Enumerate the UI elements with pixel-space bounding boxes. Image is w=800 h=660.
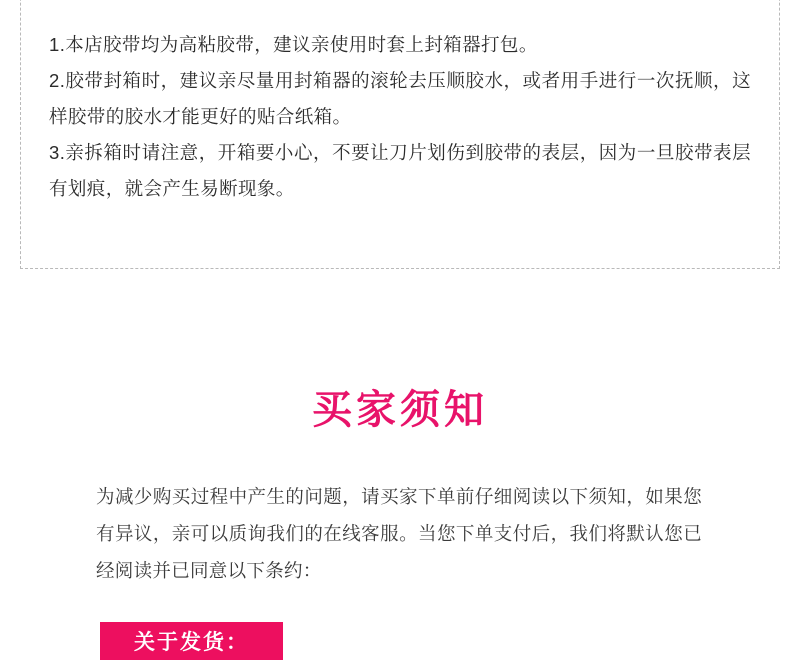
buyer-notice-paragraph: 为减少购买过程中产生的问题，请买家下单前仔细阅读以下须知，如果您有异议，亲可以质询我们的在线客服。当您下单支付后，我们将默认您已经阅读并已同意以下条约： (96, 486, 702, 581)
tips-title (49, 0, 751, 5)
tips-item: 3.亲拆箱时请注意，开箱要小心，不要让刀片划伤到胶带的表层，因为一旦胶带表层有划痕，就会产生易断现象。 (49, 142, 751, 199)
shipping-section-tag: 关于发货： (100, 622, 283, 660)
tips-dashed-box (20, 0, 780, 269)
buyer-notice-heading: 买家须知 (312, 387, 488, 432)
tips-item: 1.本店胶带均为高粘胶带，建议亲使用时套上封箱器打包。 (49, 34, 538, 55)
tips-list (49, 27, 751, 207)
tips-item: 2.胶带封箱时，建议亲尽量用封箱器的滚轮去压顺胶水，或者用手进行一次抚顺，这样胶带的胶水才能更好的贴合纸箱。 (49, 70, 751, 127)
